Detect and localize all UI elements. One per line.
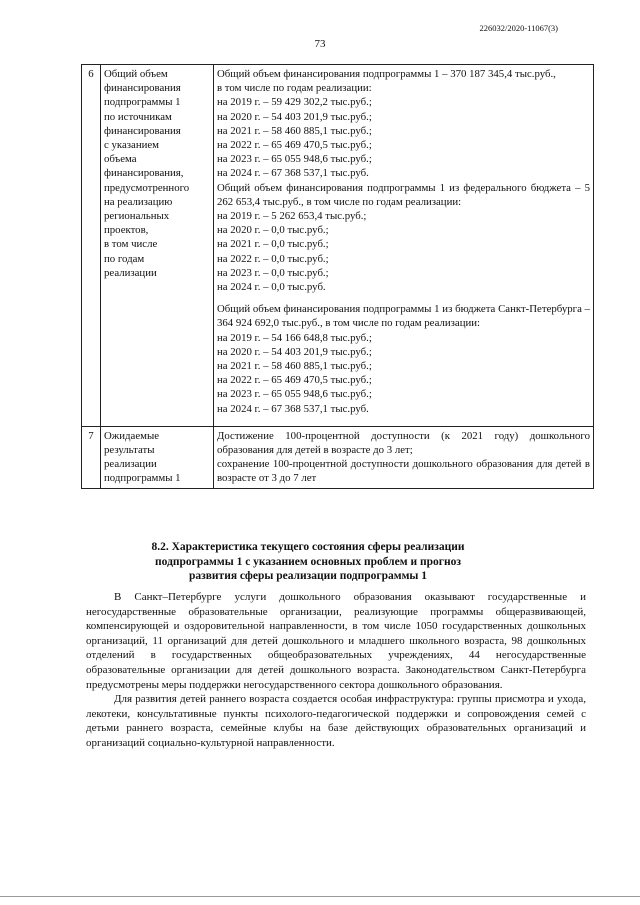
financing-total-line: на 2023 г. – 65 055 948,6 тыс.руб.;	[217, 153, 372, 166]
label-line: реализации	[104, 458, 157, 471]
label-line: финансирования	[104, 82, 181, 95]
federal-year-line: на 2020 г. – 0,0 тыс.руб.;	[217, 224, 329, 237]
table-row	[82, 65, 594, 427]
row-label	[101, 65, 214, 427]
label-line: региональных	[104, 210, 170, 223]
federal-budget-intro: Общий объем финансирования подпрограммы 1 из федерального бюджета – 5 262 653,4 тыс.руб., в том числе по годам реализации:	[217, 181, 590, 208]
passport-table	[81, 64, 594, 489]
row-label	[101, 426, 214, 488]
financing-total-line: Общий объем финансирования подпрограммы 1 – 370 187 345,4 тыс.руб.,	[217, 68, 556, 80]
page-number: 73	[314, 38, 326, 50]
label-line: подпрограммы 1	[104, 96, 181, 109]
label-line: по источникам	[104, 110, 172, 123]
federal-year-line: на 2019 г. – 5 262 653,4 тыс.руб.;	[217, 210, 367, 223]
row-number: 7	[82, 426, 101, 488]
financing-cell	[214, 65, 594, 427]
label-line: реализации	[104, 266, 157, 279]
federal-year-line: на 2022 г. – 0,0 тыс.руб.;	[217, 252, 329, 265]
label-line: на реализацию	[104, 195, 173, 208]
city-year-line: на 2023 г. – 65 055 948,6 тыс.руб.;	[217, 388, 372, 401]
financing-total-line: на 2019 г. – 59 429 302,2 тыс.руб.;	[217, 96, 372, 109]
label-line: финансирования	[104, 124, 181, 137]
label-line: объема	[104, 153, 137, 166]
label-line: Ожидаемые	[104, 429, 159, 442]
label-line: предусмотренного	[104, 181, 190, 194]
label-line: в том числе	[104, 238, 158, 251]
bottom-scan-edge	[0, 896, 640, 897]
label-line: с указанием	[104, 139, 160, 152]
table-row	[82, 426, 594, 488]
label-line: по годам	[104, 252, 145, 265]
label-line: финансирования,	[104, 167, 184, 180]
label-line: Общий объем	[104, 68, 168, 80]
expected-result-2: сохранение 100-процентной доступности дошкольного образования для детей в возрасте от 3 до 7 лет	[217, 458, 590, 485]
financing-total-line: на 2024 г. – 67 368 537,1 тыс.руб.	[217, 167, 369, 180]
financing-total-line: на 2020 г. – 54 403 201,9 тыс.руб.;	[217, 110, 372, 123]
federal-year-line: на 2021 г. – 0,0 тыс.руб.;	[217, 238, 329, 251]
label-line: проектов,	[104, 224, 149, 237]
expected-result-1: Достижение 100-процентной доступности (к 2021 году) дошкольного образования для детей в возрасте до 3 лет;	[217, 429, 590, 457]
financing-total-line: в том числе по годам реализации:	[217, 82, 372, 95]
label-line: результаты	[104, 444, 155, 457]
section-heading	[88, 540, 528, 584]
heading-line: 8.2. Характеристика текущего состояния сферы реализации	[151, 541, 465, 553]
paragraph: Для развития детей раннего возраста создается особая инфраструктура: группы присмотра и ухода, лекотеки, консультативные пункты психолого-педагогической поддержки и сопровождения семей с детьми раннего возраста, семейные клубы на базе действующих образовательных организаций и организаций социально-культурной направленности.	[86, 693, 586, 749]
financing-total-line: на 2022 г. – 65 469 470,5 тыс.руб.;	[217, 139, 372, 152]
label-line: подпрограммы 1	[104, 472, 181, 485]
document-number: 226032/2020-11067(3)	[479, 23, 558, 33]
heading-line: подпрограммы 1 с указанием основных проблем и прогноз	[155, 555, 461, 568]
city-budget-intro: Общий объем финансирования подпрограммы 1 из бюджета Санкт-Петербурга – 364 924 692,0 тыс.руб., в том числе по годам реализации:	[217, 303, 590, 330]
row-number: 6	[82, 65, 101, 427]
federal-year-line: на 2023 г. – 0,0 тыс.руб.;	[217, 266, 329, 279]
city-year-line: на 2022 г. – 65 469 470,5 тыс.руб.;	[217, 374, 372, 387]
city-year-line: на 2020 г. – 54 403 201,9 тыс.руб.;	[217, 345, 372, 358]
federal-year-line: на 2024 г. – 0,0 тыс.руб.	[217, 281, 326, 294]
city-year-line: на 2019 г. – 54 166 648,8 тыс.руб.;	[217, 331, 372, 344]
city-year-line: на 2024 г. – 67 368 537,1 тыс.руб.	[217, 402, 369, 415]
paragraph: В Санкт–Петербурге услуги дошкольного образования оказывают государственные и негосударственные образовательные организации, реализующие программы общеразвивающей, компенсирующей и оздоровительной направленности, в том числе 1050 государственных дошкольных организаций, 11 организаций для детей дошкольного и младшего школьного возраста, 98 дошкольных отделений в государственных общеобразовательных учреждениях, 44 негосударственные образовательные организации для детей дошкольного возраста. Законодательством Санкт-Петербурга предусмотрены меры поддержки негосударственного сектора дошкольного образования.	[86, 591, 586, 691]
city-year-line: на 2021 г. – 58 460 885,1 тыс.руб.;	[217, 360, 372, 373]
financing-total-line: на 2021 г. – 58 460 885,1 тыс.руб.;	[217, 124, 372, 137]
heading-line: развития сферы реализации подпрограммы 1	[188, 570, 428, 582]
results-cell	[214, 426, 594, 488]
section-body	[86, 590, 586, 751]
